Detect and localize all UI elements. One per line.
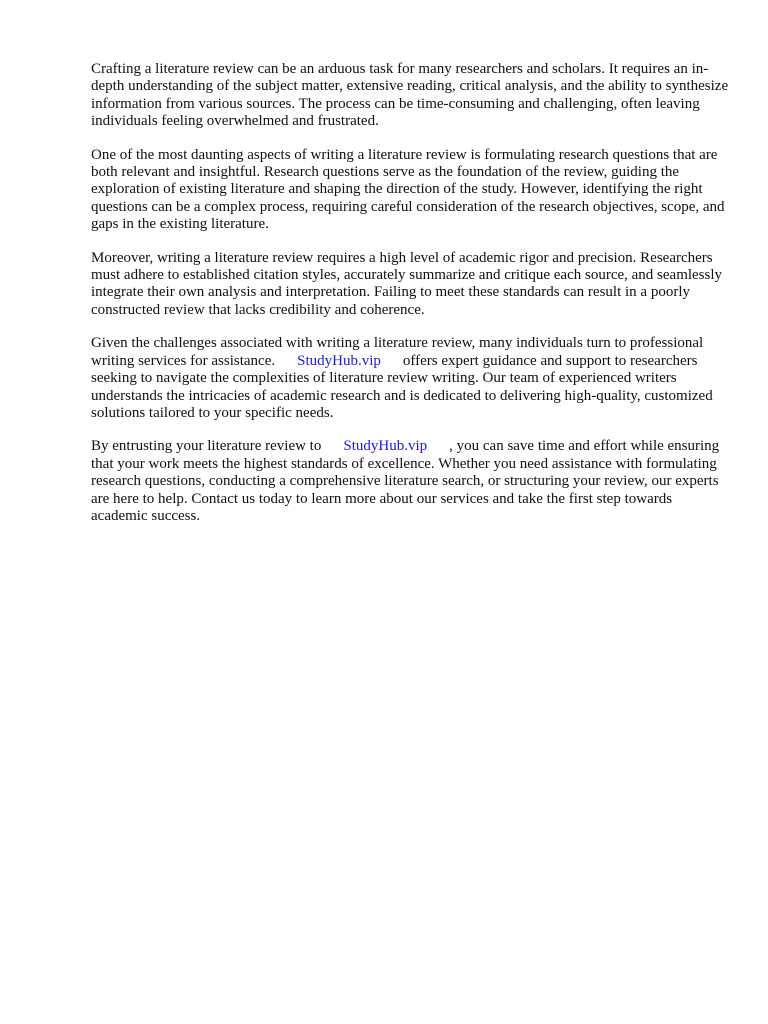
paragraph-writing-services — [91, 335, 731, 422]
paragraph-text-after-link: offers expert guidance and support to researchers seeking to navigate the complexities of literature review writing. Our team of experienced writers understands the intricacies of academic research and is dedicated to delivering high-quality, customized solutions tailored to your specific needs. — [91, 352, 713, 421]
paragraph-text-after-link: , you can save time and effort while ensuring that your work meets the highest standards of excellence. Whether you need assistance with formulating research questions, conducting a comprehensive literature search, or structuring your review, our experts are here to help. Contact us today to learn more about our services and take the first step towards academic success. — [91, 438, 720, 524]
studyhub-link[interactable]: StudyHub.vip — [297, 352, 381, 369]
paragraph-text-before-link: Given the challenges associated with writing a literature review, many individuals turn to professional writing services for assistance. — [91, 335, 704, 369]
paragraph-text-before-link: By entrusting your literature review to — [91, 438, 322, 455]
paragraph-academic-rigor: Moreover, writing a literature review requires a high level of academic rigor and precision. Researchers must adhere to established citation styles, accurately summarize and critique each source, and seamlessly integrate their own analysis and interpretation. Failing to meet these standards can result in a poorly constructed review that lacks credibility and coherence. — [91, 249, 723, 318]
paragraph-intro: Crafting a literature review can be an arduous task for many researchers and scholars. It requires an in-depth understanding of the subject matter, extensive reading, critical analysis, and the ability to synthesize information from various sources. The process can be time-consuming and challenging, often leaving individuals feeling overwhelmed and frustrated. — [91, 61, 729, 130]
studyhub-link[interactable]: StudyHub.vip — [343, 438, 428, 455]
document-body — [91, 61, 731, 541]
paragraph-call-to-action — [91, 438, 731, 525]
paragraph-research-questions: One of the most daunting aspects of writing a literature review is formulating research questions that are both relevant and insightful. Research questions serve as the foundation of the review, guiding the exploration of existing literature and shaping the direction of the study. However, identifying the right questions can be a complex process, requiring careful consideration of the research objectives, scope, and gaps in the existing literature. — [91, 146, 725, 233]
